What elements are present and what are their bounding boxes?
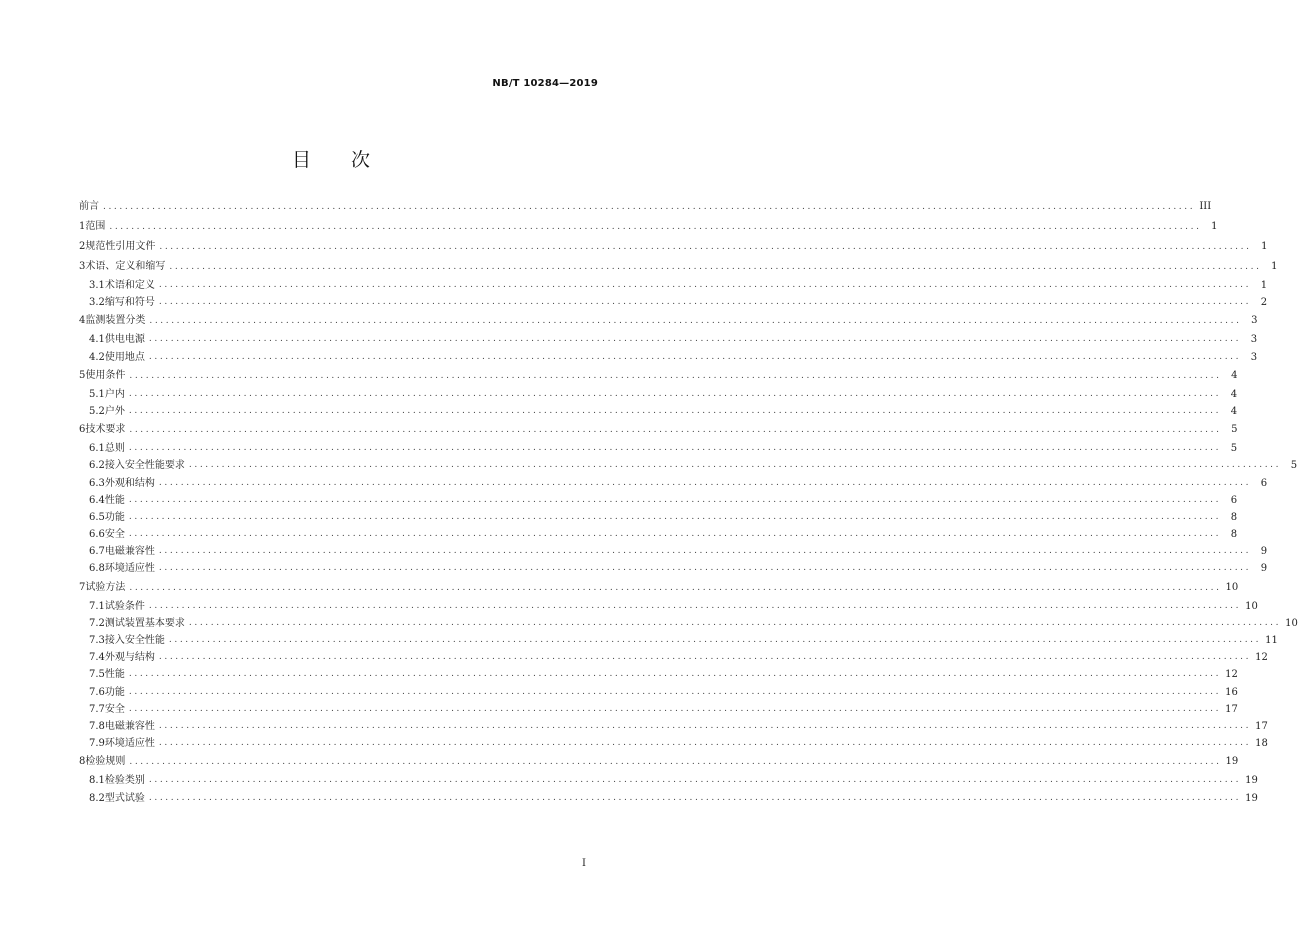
toc-entry-label: 环境适应性 [104,738,155,750]
toc-entry-number: 3.1 [89,280,105,291]
toc-dot-leader: ........................................................................................................................................................................................................ [128,686,1222,697]
toc-entry-page: 19 [1245,792,1258,804]
toc-entry-number: 6.2 [89,460,105,472]
toc-dot-leader: ........................................................................................................................................................................................................ [128,529,1222,540]
toc-entry-page: 10 [1285,617,1298,629]
toc-dot-leader: ........................................................................................................................................................................................................ [158,652,1252,663]
toc-entry-page: 6 [1260,477,1268,489]
toc-entry-label: 户外 [104,405,125,417]
toc-entry-section[interactable] [79,735,1268,752]
toc-entry-label: 环境适应性 [104,563,155,575]
toc-entry-page: 3 [1250,334,1258,346]
toc-entry-label: 测试装置基本要求 [104,617,185,629]
toc-dot-leader: ........................................................................................................................................................................................................ [158,720,1252,731]
toc-entry-page: 10 [1225,581,1239,593]
toc-entry-number: 7.7 [89,703,105,715]
toc-entry-page: 11 [1265,635,1278,646]
toc-entry-page: 18 [1255,738,1268,750]
toc-dot-leader: ........................................................................................................................................................................................................ [188,460,1282,471]
toc-entry-label: 试验方法 [85,581,126,593]
toc-entry-page: 6 [1230,494,1238,506]
toc-entry-label: 试验条件 [104,600,145,612]
toc-dot-leader: ........................................................................................................................................................................................................ [169,262,1262,272]
toc-entry-number: 6.7 [89,546,105,558]
toc-entry-label: 功能 [104,686,125,698]
toc-entry-page: 1 [1271,261,1278,272]
toc-dot-leader: ........................................................................................................................................................................................................ [148,334,1242,345]
toc-entry-section[interactable] [79,772,1258,789]
toc-entry-label: 性能 [104,669,125,681]
toc-entry-section[interactable] [79,492,1238,509]
toc-entry-section[interactable] [79,718,1268,735]
toc-entry-label: 使用地点 [104,351,145,363]
toc-entry-number: 7.8 [89,720,105,732]
toc-entry-number: 7.3 [89,635,105,646]
toc-dot-leader: ........................................................................................................................................................................................................ [159,242,1252,252]
toc-entry-label: 性能 [104,494,125,506]
toc-entry-section[interactable] [79,598,1258,615]
toc-entry-label: 总则 [104,443,125,455]
toc-entry-number: 7.9 [89,738,105,750]
toc-entry-number: 8.1 [89,775,105,787]
toc-entry-number: 4.1 [89,334,105,346]
toc-entry-page: 1 [1211,221,1218,232]
toc-entry-section[interactable] [79,386,1238,403]
toc-entry-chapter[interactable] [79,366,1238,386]
toc-entry-label: 安全 [104,529,125,541]
toc-entry-page: 9 [1260,546,1268,558]
toc-entry-label: 监测装置分类 [85,315,146,327]
toc-entry-number: 6.8 [89,563,105,575]
toc-entry-number: 7.5 [89,669,105,681]
toc-entry-label: 型式试验 [104,792,145,804]
toc-dot-leader: ........................................................................................................................................................................................................ [148,600,1242,611]
toc-entry-label: 范围 [85,221,106,232]
toc-entry-label: 规范性引用文件 [85,241,156,252]
toc-entry-number: 6.5 [89,511,105,523]
toc-entry-number: 3.2 [89,297,105,309]
toc-dot-leader: ........................................................................................................................................................................................................ [158,297,1252,308]
toc-entry-label: 前言 [79,201,99,212]
toc-entry-label: 功能 [104,511,125,523]
toc-entry-section[interactable] [79,790,1258,807]
toc-entry-page: 4 [1231,369,1238,381]
toc-entry-section[interactable] [79,526,1238,543]
toc-entry-label: 电磁兼容性 [104,720,155,732]
toc-entry-page: 5 [1230,443,1238,455]
toc-dot-leader: ........................................................................................................................................................................................................ [128,511,1222,522]
toc-entry-label: 供电电源 [104,334,145,346]
toc-entry-section[interactable] [79,560,1268,577]
toc-entry-section[interactable] [79,403,1238,420]
toc-entry-section[interactable] [79,509,1238,526]
toc-entry-number: 6.4 [89,494,105,506]
toc-entry-page: 16 [1225,686,1238,698]
toc-entry-section[interactable] [79,457,1298,474]
toc-entry-page: 17 [1225,703,1238,715]
toc-entry-label: 术语、定义和缩写 [85,261,166,272]
toc-entry-section[interactable] [79,475,1268,492]
toc-entry-chapter[interactable] [79,311,1258,331]
toc-entry-number: 1 [79,221,86,232]
table-of-contents [79,197,1298,807]
toc-entry-page: 19 [1225,756,1239,768]
toc-entry-chapter[interactable] [79,420,1238,440]
toc-entry-label: 使用条件 [85,369,126,381]
toc-dot-leader: ........................................................................................................................................................................................................ [129,370,1222,381]
toc-dot-leader: ........................................................................................................................................................................................................ [158,477,1252,488]
toc-dot-leader: ........................................................................................................................................................................................................ [148,792,1242,803]
toc-entry-section[interactable] [79,440,1238,457]
toc-entry-page: III [1199,201,1212,212]
toc-entry-section[interactable] [79,701,1238,718]
toc-dot-leader: ........................................................................................................................................................................................................ [128,405,1222,416]
toc-entry-number: 4 [79,315,86,327]
toc-entry-label: 外观和结构 [104,477,155,489]
toc-title-char-2: 次 [351,149,371,171]
toc-dot-leader: ........................................................................................................................................................................................................ [158,563,1252,574]
toc-entry-number: 5 [79,369,86,381]
toc-entry-label: 接入安全性能要求 [104,460,185,472]
toc-dot-leader: ........................................................................................................................................................................................................ [109,222,1202,232]
toc-dot-leader: ........................................................................................................................................................................................................ [128,494,1222,505]
toc-entry-label: 安全 [104,703,125,715]
toc-entry-section[interactable] [79,331,1258,348]
toc-entry-label: 检验类别 [104,775,145,787]
toc-entry-number: 6.6 [89,529,105,541]
toc-entry-page: 12 [1255,652,1268,664]
toc-entry-number: 2 [79,241,86,252]
toc-entry-number: 5.1 [89,388,105,400]
toc-entry-chapter[interactable] [79,752,1239,772]
toc-dot-leader: ........................................................................................................................................................................................................ [129,425,1222,436]
toc-entry-page: 3 [1251,315,1258,327]
toc-entry-section[interactable] [79,543,1268,560]
toc-entry-page: 19 [1245,775,1258,787]
toc-entry-label: 技术要求 [85,424,126,436]
toc-entry-section[interactable] [79,349,1258,366]
toc-dot-leader: ........................................................................................................................................................................................................ [158,546,1252,557]
toc-entry-page: 5 [1231,424,1238,436]
toc-entry-number: 6.3 [89,477,105,489]
toc-entry-page: 10 [1245,600,1258,612]
page-number: I [582,858,586,869]
toc-dot-leader: ........................................................................................................................................................................................................ [128,703,1222,714]
toc-entry-page: 2 [1260,297,1268,309]
toc-entry-number: 8 [79,756,86,768]
toc-dot-leader: ........................................................................................................................................................................................................ [148,351,1242,362]
toc-dot-leader: ........................................................................................................................................................................................................ [158,738,1252,749]
toc-title [0,145,662,172]
toc-dot-leader: ........................................................................................................................................................................................................ [128,388,1222,399]
toc-dot-leader: ........................................................................................................................................................................................................ [188,617,1282,628]
toc-entry-section[interactable] [79,684,1238,701]
toc-title-char-1: 目 [291,149,311,171]
toc-dot-leader: ........................................................................................................................................................................................................ [158,280,1252,290]
toc-entry-section[interactable] [79,632,1278,649]
standard-code: NB/T 10284—2019 [492,78,598,89]
toc-entry-page: 3 [1250,351,1258,363]
toc-entry-label: 检验规则 [85,756,126,768]
toc-entry-section[interactable] [79,666,1238,683]
toc-entry-page: 1 [1261,241,1268,252]
toc-entry-number: 8.2 [89,792,105,804]
toc-entry-number: 4.2 [89,351,105,363]
toc-entry-number: 6 [79,424,86,436]
toc-entry-chapter[interactable] [79,197,1212,217]
toc-entry-number: 7.4 [89,652,105,664]
toc-entry-label: 外观与结构 [104,652,155,664]
toc-entry-label: 术语和定义 [104,280,155,291]
toc-dot-leader: ........................................................................................................................................................................................................ [149,316,1242,327]
toc-dot-leader: ........................................................................................................................................................................................................ [128,669,1222,680]
toc-entry-page: 8 [1230,511,1238,523]
toc-entry-page: 17 [1255,720,1268,732]
toc-entry-page: 12 [1225,669,1238,681]
toc-entry-page: 4 [1230,405,1238,417]
toc-dot-leader: ........................................................................................................................................................................................................ [168,635,1262,645]
toc-entry-page: 4 [1230,388,1238,400]
toc-entry-number: 6.1 [89,443,105,455]
toc-dot-leader: ........................................................................................................................................................................................................ [128,443,1222,454]
toc-entry-number: 7.6 [89,686,105,698]
toc-entry-page: 5 [1290,460,1298,472]
toc-entry-page: 9 [1260,563,1268,575]
toc-entry-number: 7.1 [89,600,105,612]
toc-entry-section[interactable] [79,649,1268,666]
toc-entry-section[interactable] [79,277,1268,294]
toc-entry-section[interactable] [79,294,1268,311]
toc-entry-label: 户内 [104,388,125,400]
toc-dot-leader: ........................................................................................................................................................................................................ [148,775,1242,786]
toc-dot-leader: ........................................................................................................................................................................................................ [129,757,1222,768]
toc-dot-leader: ........................................................................................................................................................................................................ [103,202,1196,212]
toc-entry-label: 电磁兼容性 [104,546,155,558]
toc-entry-chapter[interactable] [79,237,1268,257]
toc-entry-chapter[interactable] [79,257,1278,277]
toc-entry-label: 接入安全性能 [104,635,165,646]
toc-entry-page: 8 [1230,529,1238,541]
toc-entry-chapter[interactable] [79,217,1218,237]
toc-entry-number: 3 [79,261,86,272]
toc-entry-page: 1 [1260,280,1268,291]
toc-entry-label: 缩写和符号 [104,297,155,309]
toc-dot-leader: ........................................................................................................................................................................................................ [129,582,1222,593]
toc-entry-number: 5.2 [89,405,105,417]
toc-entry-number: 7 [79,581,86,593]
toc-entry-number: 7.2 [89,617,105,629]
toc-entry-chapter[interactable] [79,578,1239,598]
toc-entry-section[interactable] [79,615,1298,632]
